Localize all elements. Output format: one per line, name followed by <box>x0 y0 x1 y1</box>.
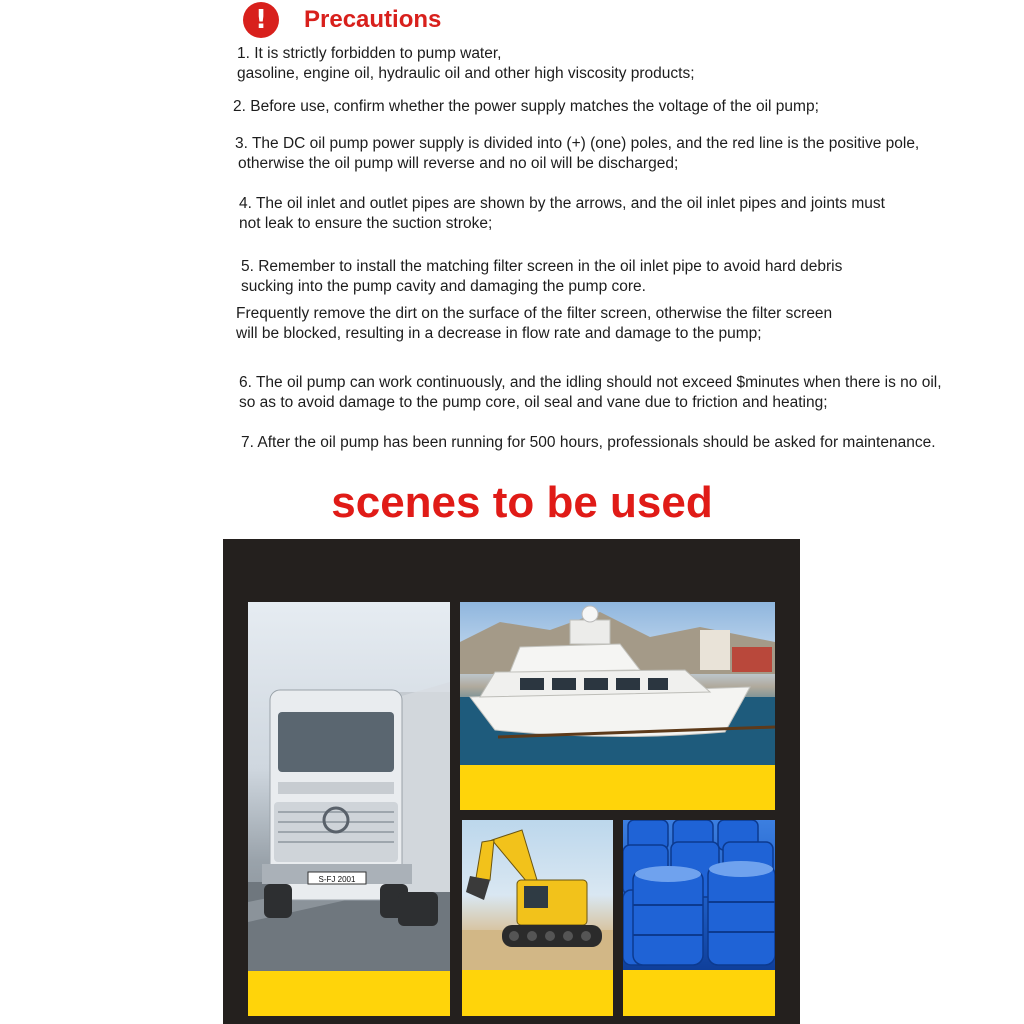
precaution-line: 3. The DC oil pump power supply is divided into (+) (one) poles, and the red line is the positive pole, <box>235 135 920 152</box>
yacht-label-bar <box>460 765 775 810</box>
precautions-title: Precautions <box>304 6 442 33</box>
precaution-line: otherwise the oil pump will reverse and no oil will be discharged; <box>238 155 679 172</box>
yacht-photo <box>460 602 775 765</box>
precaution-line: will be blocked, resulting in a decrease in flow rate and damage to the pump; <box>236 325 762 342</box>
precaution-line: 1. It is strictly forbidden to pump water, <box>237 45 502 62</box>
precaution-line: 6. The oil pump can work continuously, and the idling should not exceed $minutes when there is no oil, <box>239 374 942 391</box>
truck-plate: S-FJ 2001 <box>318 875 356 884</box>
precaution-line: 7. After the oil pump has been running for 500 hours, professionals should be asked for maintenance. <box>241 434 936 451</box>
barrels-photo <box>623 820 775 970</box>
scenes-title: scenes to be used <box>331 478 713 527</box>
precaution-line: sucking into the pump cavity and damaging the pump core. <box>241 278 646 295</box>
excavator-label-bar <box>462 970 613 1016</box>
barrels-label-bar <box>623 970 775 1016</box>
precaution-line: 4. The oil inlet and outlet pipes are shown by the arrows, and the oil inlet pipes and joints must <box>239 195 885 212</box>
precaution-line: not leak to ensure the suction stroke; <box>239 215 493 232</box>
precaution-line: 2. Before use, confirm whether the power supply matches the voltage of the oil pump; <box>233 98 819 115</box>
precaution-line: 5. Remember to install the matching filter screen in the oil inlet pipe to avoid hard debris <box>241 258 843 275</box>
warning-icon: ! <box>243 2 279 38</box>
excavator-photo <box>462 820 613 970</box>
truck-photo <box>248 602 450 971</box>
precaution-line: Frequently remove the dirt on the surface of the filter screen, otherwise the filter screen <box>236 305 833 322</box>
truck-label-bar <box>248 971 450 1016</box>
precaution-line: gasoline, engine oil, hydraulic oil and other high viscosity products; <box>237 65 695 82</box>
scenes-panel <box>223 539 800 1024</box>
precaution-line: so as to avoid damage to the pump core, oil seal and vane due to friction and heating; <box>239 394 828 411</box>
